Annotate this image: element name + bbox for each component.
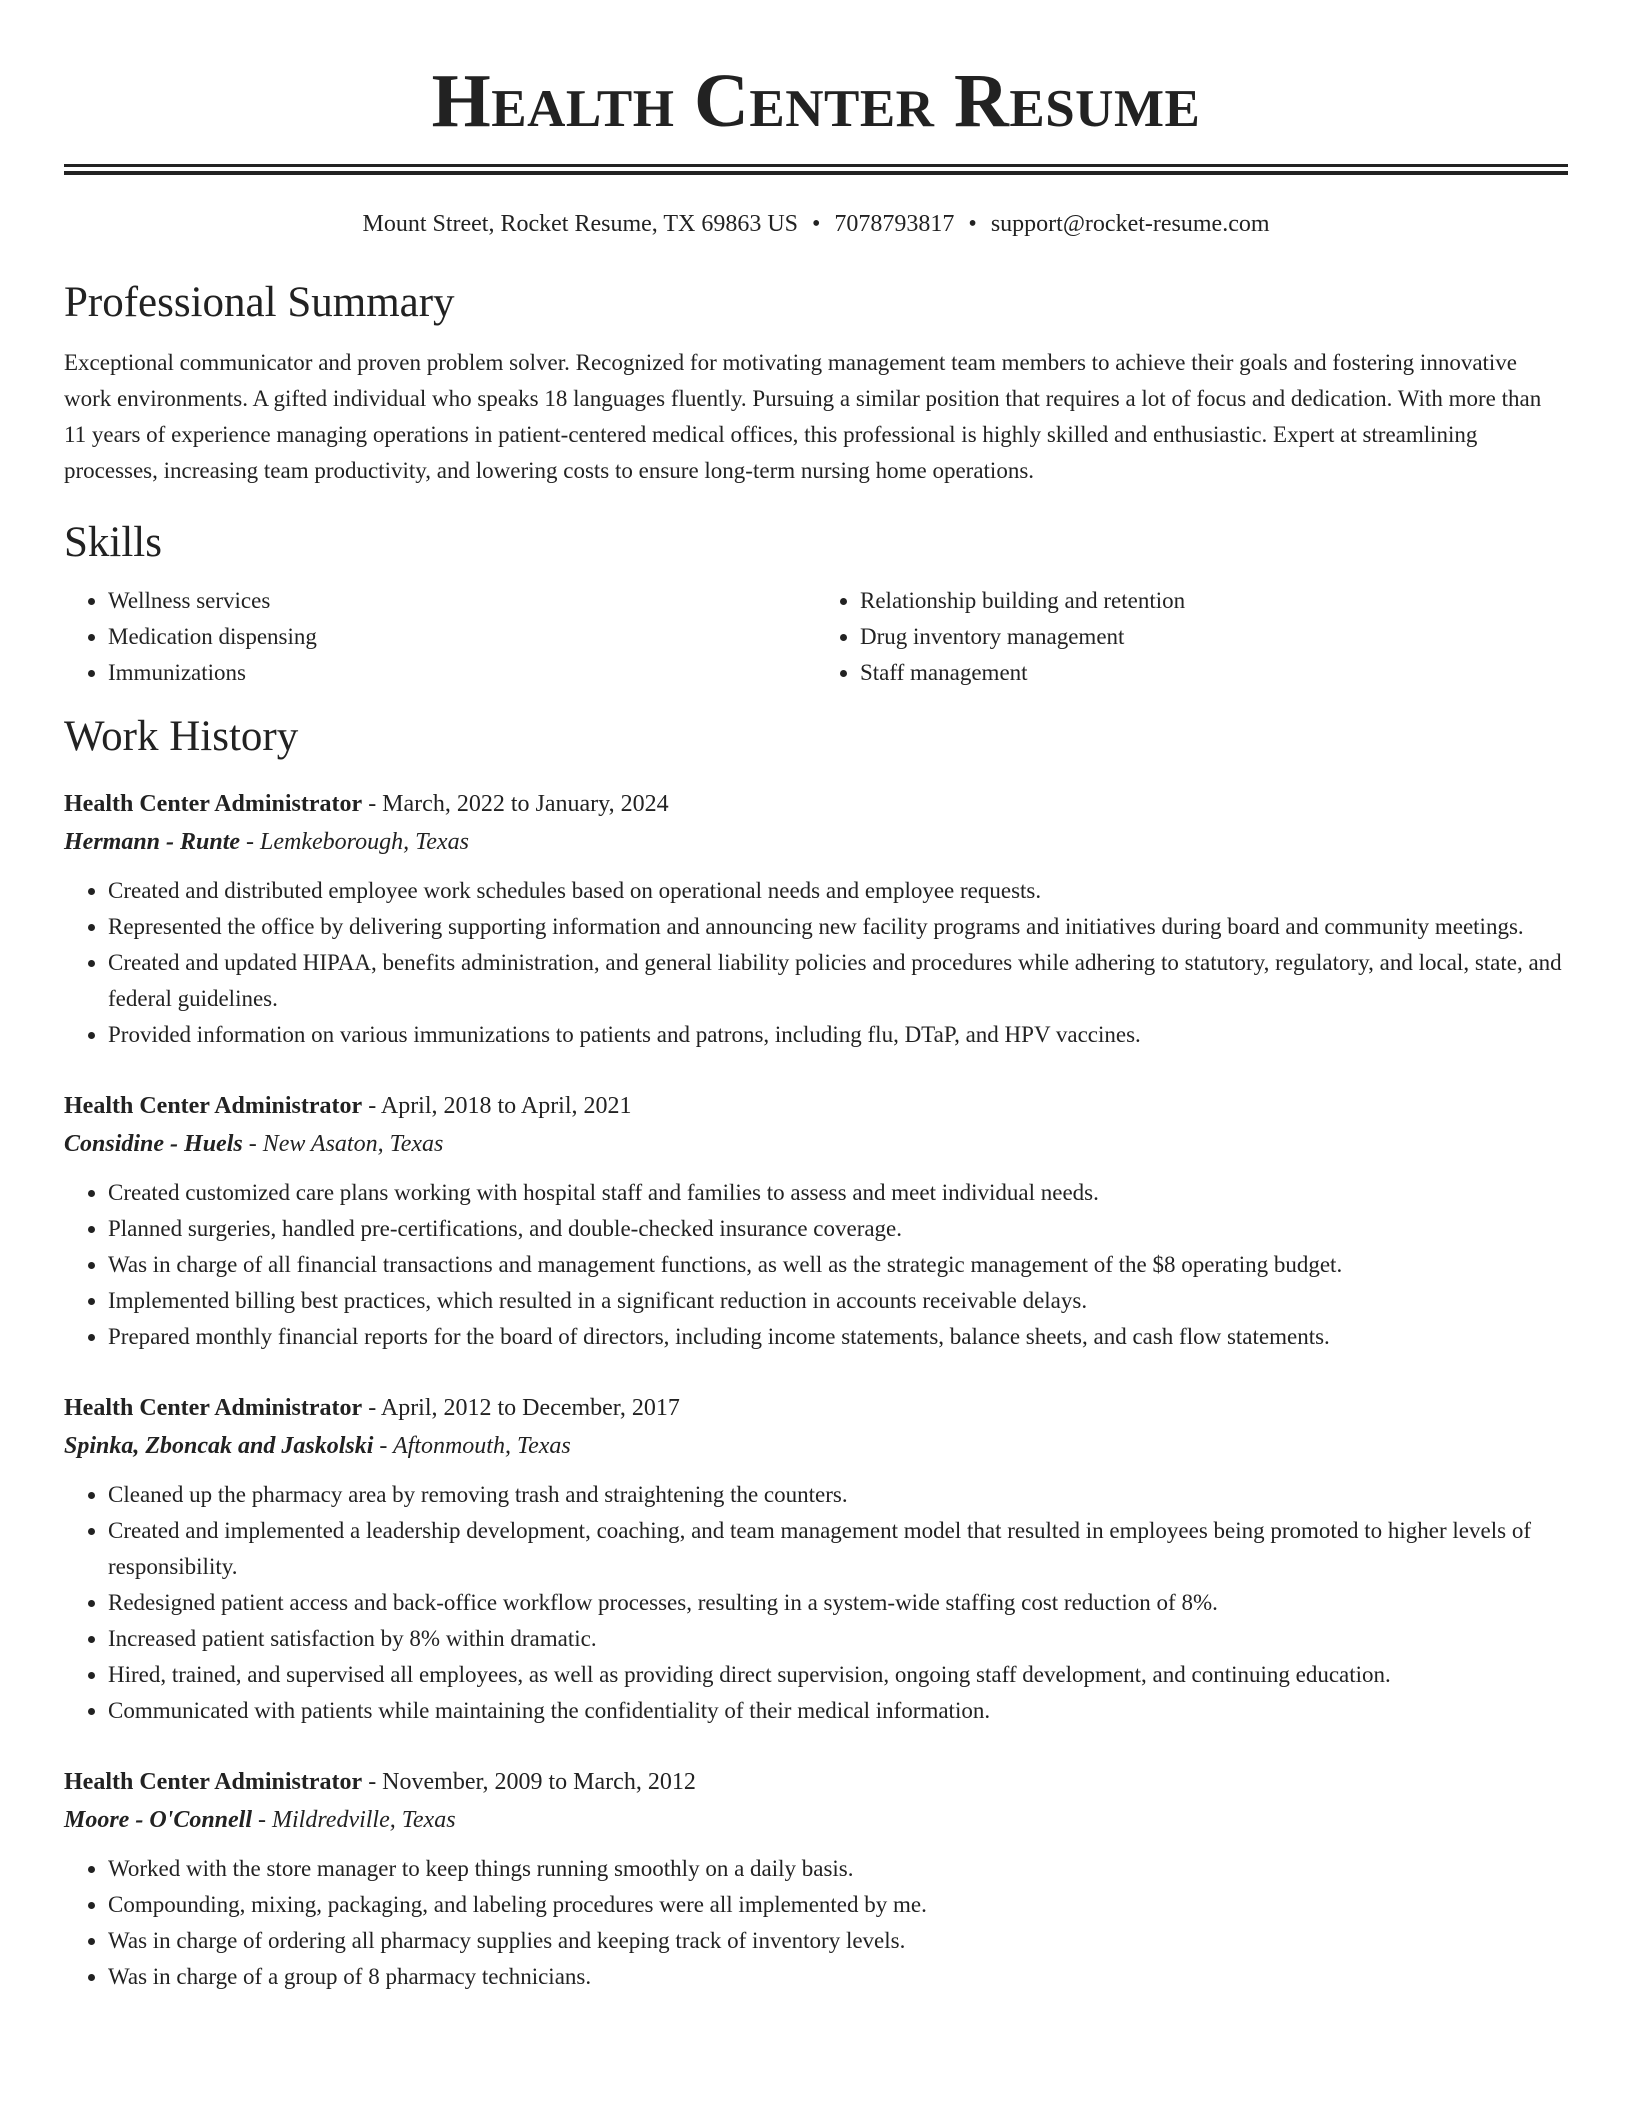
job-bullet: • Hired, trained, and supervised all employees, as well as providing direct supervision, ongoing staff development, and continuing education.	[108, 1657, 1568, 1693]
job-bullet: • Planned surgeries, handled pre-certifications, and double-checked insurance coverage.	[108, 1211, 1568, 1247]
job-bullet: • Was in charge of all financial transactions and management functions, as well as the strategic management of the $8 operating budget.	[108, 1247, 1568, 1283]
job-bullets	[64, 1851, 1568, 1995]
job-bullet: • Created and updated HIPAA, benefits administration, and general liability policies and procedures while adhering to statutory, regulatory, and local, state, and federal guidelines.	[108, 945, 1568, 1017]
contact-line	[64, 209, 1568, 239]
job-bullet: • Implemented billing best practices, which resulted in a significant reduction in accounts receivable delays.	[108, 1283, 1568, 1319]
contact-separator: •	[968, 211, 977, 237]
job-header	[64, 1389, 1568, 1427]
job-bullet: • Provided information on various immunizations to patients and patrons, including flu, DTaP, and HPV vaccines.	[108, 1017, 1568, 1053]
job-employer	[64, 1801, 1568, 1839]
job-bullets	[64, 1477, 1568, 1729]
job-entry	[64, 1087, 1568, 1355]
job-bullet: • Worked with the store manager to keep things running smoothly on a daily basis.	[108, 1851, 1568, 1887]
skill-item: • Relationship building and retention	[860, 583, 1568, 619]
job-location: - Aftonmouth, Texas	[373, 1433, 571, 1459]
title-divider	[64, 164, 1568, 175]
job-title: Health Center Administrator	[64, 1093, 363, 1119]
job-bullet: • Represented the office by delivering supporting information and announcing new facility programs and initiatives during board and community meetings.	[108, 909, 1568, 945]
skills-column-left	[64, 583, 816, 691]
skills-heading: Skills	[64, 519, 162, 566]
job-dates: - November, 2009 to March, 2012	[362, 1769, 696, 1795]
job-entry	[64, 1763, 1568, 1995]
contact-separator: •	[812, 211, 821, 237]
job-bullet: • Created customized care plans working with hospital staff and families to assess and meet individual needs.	[108, 1175, 1568, 1211]
skill-item: • Wellness services	[108, 583, 816, 619]
job-company: Spinka, Zboncak and Jaskolski	[64, 1433, 374, 1459]
job-title: Health Center Administrator	[64, 791, 363, 817]
job-bullet: • Was in charge of a group of 8 pharmacy technicians.	[108, 1959, 1568, 1995]
job-bullets	[64, 1175, 1568, 1355]
skills-list	[64, 583, 1568, 691]
job-dates: - March, 2022 to January, 2024	[362, 791, 669, 817]
skill-item: • Drug inventory management	[860, 619, 1568, 655]
job-header	[64, 785, 1568, 823]
skill-item: • Staff management	[860, 655, 1568, 691]
contact-address: Mount Street, Rocket Resume, TX 69863 US	[362, 211, 799, 237]
job-title: Health Center Administrator	[64, 1395, 363, 1421]
job-employer	[64, 823, 1568, 861]
summary-heading: Professional Summary	[64, 279, 455, 326]
resume-title: Health Center Resume	[431, 59, 1201, 143]
skill-item: • Medication dispensing	[108, 619, 816, 655]
work-history-heading: Work History	[64, 713, 299, 760]
job-bullet: • Compounding, mixing, packaging, and labeling procedures were all implemented by me.	[108, 1887, 1568, 1923]
job-bullet: • Prepared monthly financial reports for the board of directors, including income statements, balance sheets, and cash flow statements.	[108, 1319, 1568, 1355]
job-bullets	[64, 873, 1568, 1053]
job-header	[64, 1087, 1568, 1125]
job-dates: - April, 2018 to April, 2021	[362, 1093, 632, 1119]
job-title: Health Center Administrator	[64, 1769, 363, 1795]
skills-column-right	[816, 583, 1568, 691]
job-bullet: • Cleaned up the pharmacy area by removing trash and straightening the counters.	[108, 1477, 1568, 1513]
job-company: Hermann - Runte	[64, 829, 241, 855]
job-location: - New Asaton, Texas	[242, 1131, 444, 1157]
job-entry	[64, 785, 1568, 1053]
job-bullet: • Created and distributed employee work schedules based on operational needs and employee requests.	[108, 873, 1568, 909]
job-bullet: • Redesigned patient access and back-office workflow processes, resulting in a system-wide staffing cost reduction of 8%.	[108, 1585, 1568, 1621]
job-location: - Mildredville, Texas	[252, 1807, 456, 1833]
job-bullet: • Created and implemented a leadership development, coaching, and team management model that resulted in employees being promoted to higher levels of responsibility.	[108, 1513, 1568, 1585]
job-bullet: • Communicated with patients while maintaining the confidentiality of their medical information.	[108, 1693, 1568, 1729]
job-dates: - April, 2012 to December, 2017	[362, 1395, 680, 1421]
job-entry	[64, 1389, 1568, 1729]
job-company: Moore - O'Connell	[64, 1807, 253, 1833]
job-employer	[64, 1427, 1568, 1465]
summary-text: Exceptional communicator and proven problem solver. Recognized for motivating management team members to achieve their goals and fostering innovative work environments. A gifted individual who speaks 18 languages fluently. Pursuing a similar position that requires a lot of focus and dedication. With more than 11 years of experience managing operations in patient-centered medical offices, this professional is highly skilled and enthusiastic. Expert at streamlining processes, increasing team productivity, and lowering costs to ensure long-term nursing home operations.	[64, 350, 1542, 483]
job-bullet: • Was in charge of ordering all pharmacy supplies and keeping track of inventory levels.	[108, 1923, 1568, 1959]
job-bullet: • Increased patient satisfaction by 8% within dramatic.	[108, 1621, 1568, 1657]
job-header	[64, 1763, 1568, 1801]
contact-phone: 7078793817	[834, 211, 955, 237]
job-company: Considine - Huels	[64, 1131, 243, 1157]
contact-email: support@rocket-resume.com	[990, 211, 1270, 237]
job-employer	[64, 1125, 1568, 1163]
skill-item: • Immunizations	[108, 655, 816, 691]
job-location: - Lemkeborough, Texas	[240, 829, 469, 855]
